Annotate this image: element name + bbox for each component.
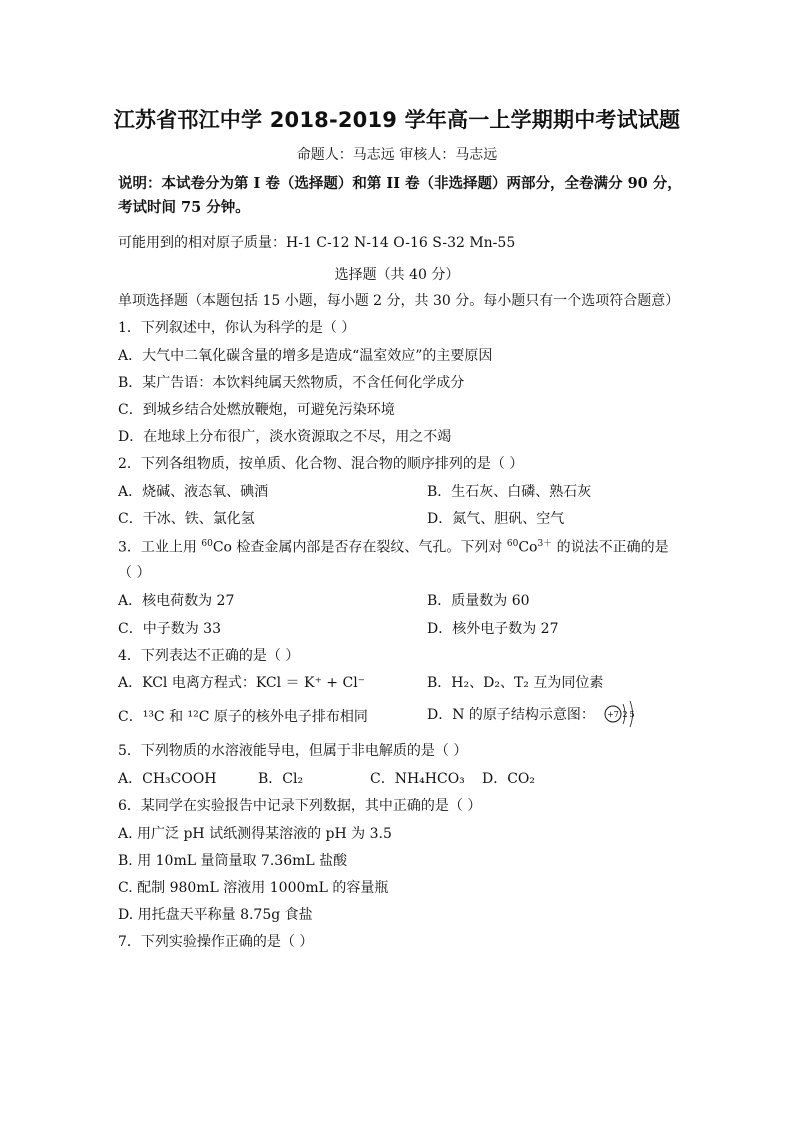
q1-stem: 1．下列叙述中，你认为科学的是（ ） bbox=[118, 320, 356, 336]
q5-option-c: C．NH₄HCO₃ bbox=[370, 771, 465, 787]
q7-stem: 7．下列实验操作正确的是（ ） bbox=[118, 934, 314, 950]
q5-option-b: B．Cl₂ bbox=[258, 771, 304, 787]
q6-stem: 6．某同学在实验报告中记录下列数据，其中正确的是（ ） bbox=[118, 798, 482, 814]
q5-options bbox=[118, 768, 535, 788]
q3-paren: （ ） bbox=[118, 565, 151, 581]
q3-stem bbox=[118, 536, 669, 557]
q3-stem-pre: 3．工业上用 bbox=[118, 539, 202, 556]
q3-isotope2-charge: 3＋ bbox=[537, 539, 553, 549]
q3-option-b: B．质量数为 60 bbox=[427, 593, 530, 609]
q3-option-c: C．中子数为 33 bbox=[118, 621, 221, 637]
section-title: 选择题（共 40 分） bbox=[334, 267, 460, 283]
q4-option-c: C．¹³C 和 ¹²C 原子的核外电子排布相同 bbox=[118, 709, 368, 725]
q2-option-d: D．氮气、胆矾、空气 bbox=[427, 511, 565, 527]
exam-instructions: 说明：本试卷分为第 I 卷（选择题）和第 II 卷（非选择题）两部分，全卷满分 90 分，考试时间 75 分钟。 bbox=[118, 175, 682, 216]
atomic-masses: 可能用到的相对原子质量：H-1 C-12 N-14 O-16 S-32 Mn-55 bbox=[118, 235, 516, 251]
q3-option-d: D．核外电子数为 27 bbox=[427, 621, 559, 637]
shell-1-electrons: 2 bbox=[622, 710, 628, 719]
q6-option-c: C. 配制 980mL 溶液用 1000mL 的容量瓶 bbox=[118, 880, 389, 896]
q4-option-d-text: D．N 的原子结构示意图： bbox=[427, 707, 595, 723]
q2-option-a: A．烧碱、液态氧、碘酒 bbox=[118, 484, 269, 500]
q3-isotope1-symbol: Co bbox=[212, 539, 232, 556]
q4-option-b: B．H₂、D₂、T₂ 互为同位素 bbox=[427, 675, 604, 691]
exam-authors: 命题人：马志远 审核人：马志远 bbox=[296, 147, 498, 163]
q6-option-d: D. 用托盘天平称量 8.75g 食盐 bbox=[118, 907, 313, 923]
nitrogen-atom-structure-diagram bbox=[603, 698, 639, 730]
q3-isotope2-mass: 60 bbox=[506, 539, 519, 549]
q2-option-b: B．生石灰、白磷、熟石灰 bbox=[427, 484, 592, 500]
q3-isotope2-symbol: Co bbox=[518, 539, 538, 556]
q5-stem: 5．下列物质的水溶液能导电，但属于非电解质的是（ ） bbox=[118, 743, 468, 759]
q5-option-a: A．CH₃COOH bbox=[118, 771, 217, 787]
q3-stem-post: 的说法不正确的是 bbox=[552, 539, 669, 556]
q3-isotope1-mass: 60 bbox=[201, 539, 213, 549]
q2-stem: 2．下列各组物质，按单质、化合物、混合物的顺序排列的是（ ） bbox=[118, 456, 524, 472]
q4-option-d bbox=[427, 698, 639, 730]
q2-option-c: C．干冰、铁、氯化氢 bbox=[118, 511, 255, 527]
exam-title: 江苏省邗江中学 2018-2019 学年高一上学期期中考试试题 bbox=[113, 108, 681, 132]
q1-option-c: C．到城乡结合处燃放鞭炮，可避免污染环境 bbox=[118, 402, 395, 418]
q6-option-a: A. 用广泛 pH 试纸测得某溶液的 pH 为 3.5 bbox=[118, 826, 392, 842]
nucleus-charge: +7 bbox=[607, 710, 620, 719]
q4-option-a: A．KCl 电离方程式：KCl ＝ K⁺ + Cl⁻ bbox=[118, 675, 366, 691]
q3-stem-mid: 检查金属内部是否存在裂纹、气孔。下列对 bbox=[231, 539, 507, 556]
q1-option-b: B．某广告语：本饮料纯属天然物质，不含任何化学成分 bbox=[118, 375, 465, 391]
section-intro: 单项选择题（本题包括 15 小题，每小题 2 分，共 30 分。每小题只有一个选项符合题意） bbox=[118, 293, 680, 309]
q3-option-a: A．核电荷数为 27 bbox=[118, 593, 235, 609]
q5-option-d: D．CO₂ bbox=[482, 771, 536, 787]
q1-option-a: A．大气中二氧化碳含量的增多是造成“温室效应”的主要原因 bbox=[118, 348, 493, 364]
q4-stem: 4．下列表达不正确的是（ ） bbox=[118, 648, 300, 664]
shell-2-electrons: 5 bbox=[629, 710, 635, 719]
q1-option-d: D．在地球上分布很广，淡水资源取之不尽，用之不竭 bbox=[118, 429, 452, 445]
q6-option-b: B. 用 10mL 量筒量取 7.36mL 盐酸 bbox=[118, 853, 348, 869]
